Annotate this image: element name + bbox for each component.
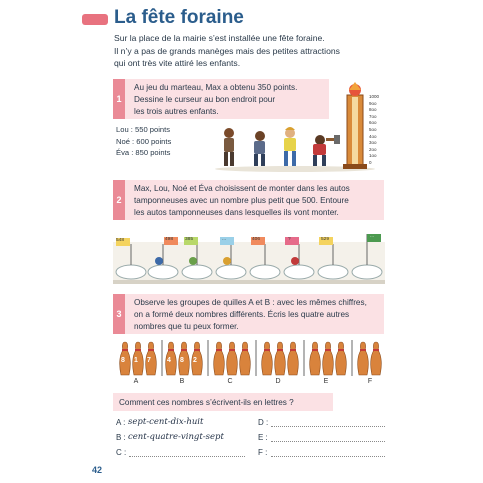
scale-tick: 9oo <box>369 100 377 106</box>
answer-b-value: cent-quatre-vingt-sept <box>128 432 224 442</box>
exercise-line: Observe les groupes de quilles A et B : avec les mêmes chiffres, <box>134 298 367 307</box>
flag-label: 406 <box>252 237 261 242</box>
bowling-pins-illustration <box>113 340 385 376</box>
exercise-2-text <box>134 183 384 219</box>
flag-label: 529 <box>321 237 330 242</box>
score-lou: Lou : 550 points <box>116 125 171 134</box>
pin-digit: 2 <box>193 357 197 364</box>
question-text: Comment ces nombres s’écrivent-ils en lettres ? <box>119 398 294 407</box>
answer-f-label: F : <box>258 448 268 457</box>
intro-line: Sur la place de la mairie s’est installée une fête foraine. <box>114 33 325 43</box>
answer-a-label: A : <box>116 418 126 427</box>
scale-tick: 1oo <box>369 153 377 159</box>
child-figure-1 <box>224 128 234 166</box>
exercise-line: les trois autres enfants. <box>134 107 219 116</box>
answer-c-line[interactable] <box>129 448 245 457</box>
exercise-1-number: 1 <box>113 79 125 119</box>
intro-line: Il n’y a pas de grands manèges mais des petites attractions <box>114 45 340 56</box>
child-figure-4 <box>313 135 340 166</box>
pin-digit: 8 <box>180 357 184 364</box>
exercise-3-text <box>134 297 384 333</box>
pin-group-c <box>214 342 251 375</box>
exercise-3-number: 3 <box>113 294 125 334</box>
page-title: La fête foraine <box>114 7 244 28</box>
scale-tick: 3oo <box>369 140 377 146</box>
scale-tick: 6oo <box>369 120 377 126</box>
scale-tick: 4oo <box>369 133 377 139</box>
exercise-line: Max, Lou, Noé et Éva choisissent de monter dans les autos <box>134 184 350 193</box>
group-label-a: A <box>133 378 139 385</box>
score-noe: Noé : 600 points <box>116 136 172 146</box>
flag-label: ... <box>222 237 226 242</box>
child-figure-3 <box>284 127 296 166</box>
pin-group-d <box>262 342 299 375</box>
score-eva: Éva : 850 points <box>116 148 171 157</box>
exercise-2-number: 2 <box>113 180 125 220</box>
flag-label: ? <box>288 237 291 242</box>
group-label-d: D <box>275 378 281 385</box>
strength-scale <box>369 94 383 167</box>
answer-d-line[interactable] <box>271 418 385 427</box>
scale-tick: 8oo <box>369 107 377 113</box>
answer-d-label: D : <box>258 418 269 427</box>
group-label-b: B <box>179 378 185 385</box>
flag-label: 385 <box>185 237 194 242</box>
answer-e-label: E : <box>258 433 268 442</box>
scale-tick: 7oo <box>369 113 377 119</box>
flag-label: 498 <box>165 237 174 242</box>
bumper-cars-illustration <box>113 228 385 286</box>
group-label-e: E <box>323 378 329 385</box>
scale-tick: 5oo <box>369 126 377 132</box>
flag-label: 548 <box>116 238 125 243</box>
scale-tick: 2oo <box>369 146 377 152</box>
pin-digit: 4 <box>167 357 171 364</box>
page-number: 42 <box>92 465 103 475</box>
intro-paragraph <box>114 32 384 70</box>
answer-c-label: C : <box>116 448 127 457</box>
pin-digit: 1 <box>134 357 138 364</box>
group-label-f: F <box>367 378 373 385</box>
exercise-line: on a formé deux nombres différents. Écris les quatre autres <box>134 310 350 319</box>
pin-digit: 7 <box>147 357 151 364</box>
answer-b-label: B : <box>116 433 126 442</box>
hammer-game-illustration <box>215 80 385 175</box>
pin-group-e <box>310 342 347 375</box>
title-accent-bar <box>82 14 108 25</box>
scale-tick: 0 <box>369 159 372 165</box>
scale-tick: 1000 <box>369 94 380 99</box>
answer-f-line[interactable] <box>271 448 385 457</box>
exercise-line: les autos tamponneuses dans lesquelles ils vont monter. <box>134 208 339 217</box>
answer-e-line[interactable] <box>271 433 385 442</box>
scores-list <box>116 124 171 159</box>
exercise-line: Au jeu du marteau, Max a obtenu 350 points. <box>134 83 298 92</box>
flag-label: ... <box>370 234 374 239</box>
child-figure-2 <box>254 131 265 166</box>
group-label-c: C <box>227 378 233 385</box>
pin-digit: 8 <box>121 357 125 364</box>
exercise-line: nombres que tu peux former. <box>134 322 239 331</box>
exercise-line: Dessine le curseur au bon endroit pour <box>134 95 276 104</box>
answer-a-value: sept-cent-dix-huit <box>128 417 204 427</box>
intro-line: qui ont très vite attiré les enfants. <box>114 58 241 68</box>
pin-group-f <box>358 342 382 375</box>
exercise-line: tamponneuses avec un nombre plus petit que 500. Entoure <box>134 196 349 205</box>
